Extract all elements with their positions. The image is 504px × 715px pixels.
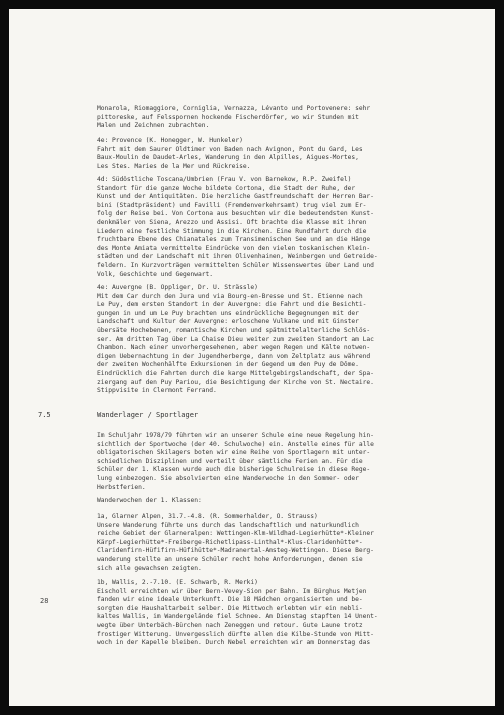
text-line: sich alle gewachsen zeigten. [97, 564, 202, 572]
text-line: Claridenfirn-Hüfifirn-Hüfihütte*-Madranertal-Amsteg-Wettingen. Diese Berg- [97, 547, 374, 555]
text-line: sorgten die Haushaltarbeit selber. Die Mittwoch erlebten wir ein nebli- [97, 604, 363, 612]
paragraph-intro-sportlager [97, 432, 467, 492]
text-line: Unsere Wanderung führte uns durch das landschaftlich und naturkundlich [97, 521, 359, 529]
paragraph-auvergne [97, 284, 467, 396]
text-line: Standort für die ganze Woche bildete Cortona, die Stadt der Ruhe, der [97, 184, 356, 192]
text-line: Volk, Geschichte und Gegenwart. [97, 270, 213, 278]
text-line: Malen und Zeichnen zubrachten. [97, 122, 210, 130]
text-line: Landschaft und Kultur der Auvergne: erloschene Vulkane und mit Ginster [97, 318, 359, 326]
text-line: des Monte Amiata vermittelte Eindrücke von den vielen toskanischen Klein- [97, 244, 371, 252]
text-line: 4e: Auvergne (B. Oppliger, Dr. U. Strässle) [97, 284, 258, 291]
section-title: Wanderlager / Sportlager [97, 411, 199, 419]
text-line: fruchtbare Ebene des Chianatales zum Transimenischen See und an die Hänge [97, 236, 371, 244]
text-line: 4e: Provence (K. Honegger, W. Hunkeler) [97, 137, 243, 144]
text-line: digen Uebernachtung in der Jugendherberge, dann vom Zeltplatz aus während [97, 352, 371, 360]
text-line: denkmäler von Siena, Arezzo und Assisi. Oft brachte die Klasse mit ihren [97, 218, 367, 226]
text-line: lung einbezogen. Sie absolvierten eine Wanderwoche in den Sommer- oder [97, 474, 359, 482]
text-line: 1a, Glarner Alpen, 31.7.-4.8. (R. Sommerhalder, O. Strauss) [97, 513, 318, 520]
text-line: Herbstferien. [97, 483, 146, 491]
text-line: Liedern eine festliche Stimmung in die Kirchen. Eine Rundfahrt durch die [97, 227, 367, 235]
text-line: Kärpf-Legierhütte*-Freiberge-Richetlipass-Linthal*-Klus-Claridenhütte*- [97, 538, 363, 546]
text-line: ser. Am dritten Tag über La Chaise Dieu weiter zum zweiten Standort am Lac [97, 335, 374, 343]
paragraph-toscana [97, 176, 467, 279]
text-line: feldern. In Kurzvorträgen vermittelten Schüler Wissenswertes über Land und [97, 261, 374, 269]
text-line: 4d: Südöstliche Toscana/Umbrien (Frau V. von Barnekow, R.P. Zweifel) [97, 176, 352, 183]
paragraph-cinque-terre [97, 105, 467, 131]
text-line: sichtlich der Sportwoche (der 40. Schulwoche) ein. Anstelle eines für alle [97, 440, 374, 448]
text-line: Fahrt mit dem Saurer Oldtimer von Baden nach Avignon, Pont du Gard, Les [97, 145, 363, 153]
section-number: 7.5 [38, 411, 51, 419]
paragraph-wanderwochen-heading [97, 497, 467, 506]
page-number: 28 [40, 597, 49, 605]
text-line: Chambon. Nach einer unvorhergesehenen, aber wegen Regen und Kälte notwen- [97, 344, 371, 352]
text-line: Mit dem Car durch den Jura und via Bourg-en-Bresse und St. Etienne nach [97, 292, 363, 300]
text-line: bini (Stadtpräsident) und Favilli (Fremdenverkehrsamt) trug viel zum Er- [97, 201, 367, 209]
text-line: woch in der Kapelle bleiben. Durch Nebel erreichten wir am Donnerstag das [97, 639, 371, 647]
text-line: übersäte Hochebenen, romantische Kirchen und spätmittelalterliche Schlös- [97, 326, 371, 334]
text-line: wegte über Unterbäch-Bürchen nach Zeneggen und retour. Gute Laune trotz [97, 621, 363, 629]
text-line: Eischoll erreichten wir über Bern-Vevey-Sion per Bahn. Im Bürghus Metjen [97, 587, 367, 595]
text-line: obligatorischen Skilagers boten wir eine Reihe von Sportlagern mit unter- [97, 449, 371, 457]
text-line: Le Puy, dem ersten Standort in der Auvergne: die Fahrt und die Besichti- [97, 301, 367, 309]
text-line: Stippvisite in Clermont Ferrand. [97, 387, 217, 395]
text-line: Schüler der 1. Klassen wurde auch die bisherige Schulreise in diese Rege- [97, 466, 371, 474]
text-line: städten und der Landschaft mit ihren Olivenhainen, Weinbergen und Getreide- [97, 253, 378, 261]
text-line: Eindrücklich die Fahrten durch die karge Mittelgebirgslandschaft, der Spa- [97, 369, 374, 377]
text-line: wanderung stellte an unsere Schüler recht hohe Anforderungen, denen sie [97, 555, 363, 563]
text-line: Baux-Moulin de Daudet-Arles, Wanderung in den Alpilles, Aigues-Mortes, [97, 154, 359, 162]
document-page [9, 9, 495, 706]
text-line: schiedlichen Disziplinen und verteilt über sämtliche Ferien an. Für die [97, 457, 363, 465]
text-line: frostiger Witterung. Unvergesslich dürfte allen die Kilbe-Stunde von Mitt- [97, 630, 374, 638]
text-line: ziergang auf den Puy Pariou, die Besichtigung der Kirche von St. Nectaire. [97, 378, 374, 386]
text-line: Im Schuljahr 1978/79 führten wir an unserer Schule eine neue Regelung hin- [97, 432, 374, 439]
text-line: gungen in und um Le Puy brachten uns eindrückliche Begegnungen mit der [97, 309, 359, 317]
text-line: der zweiten Wochenhälfte Exkursionen in der Gegend um den Puy de Dôme. [97, 361, 359, 369]
text-line: folg der Reise bei. Von Cortona aus besuchten wir die bedeutendsten Kunst- [97, 210, 374, 218]
text-line: kaltes Wallis, im Wandergelände fiel Schnee. Am Dienstag stapften 14 Unent- [97, 613, 378, 621]
text-line: 1b, Wallis, 2.-7.10. (E. Schwarb, R. Merki) [97, 579, 258, 586]
text-line: Kunst und der Antiquitäten. Die herzliche Gastfreundschaft der Herren Bar- [97, 193, 374, 201]
text-line: Les Stes. Maries de la Mer und Rückreise. [97, 162, 251, 170]
text-line: Monarola, Riomaggiore, Corniglia, Vernazza, Lévanto und Portovenere: sehr [97, 105, 371, 112]
text-line: Wanderwochen der 1. Klassen: [97, 497, 202, 504]
paragraph-provence [97, 137, 467, 171]
text-line: fanden wir eine ideale Unterkunft. Die 18 Mädchen organisierten und be- [97, 596, 363, 604]
text-line: pittoreske, auf Felsspornen hockende Fischerdörfer, wo wir Stunden mit [97, 113, 359, 121]
paragraph-glarner-alpen [97, 513, 467, 573]
paragraph-wallis [97, 579, 467, 648]
text-line: reiche Gebiet der Glarneralpen: Wettingen-Klm-Wildhad-Legierhütte*-Kleiner [97, 530, 374, 538]
